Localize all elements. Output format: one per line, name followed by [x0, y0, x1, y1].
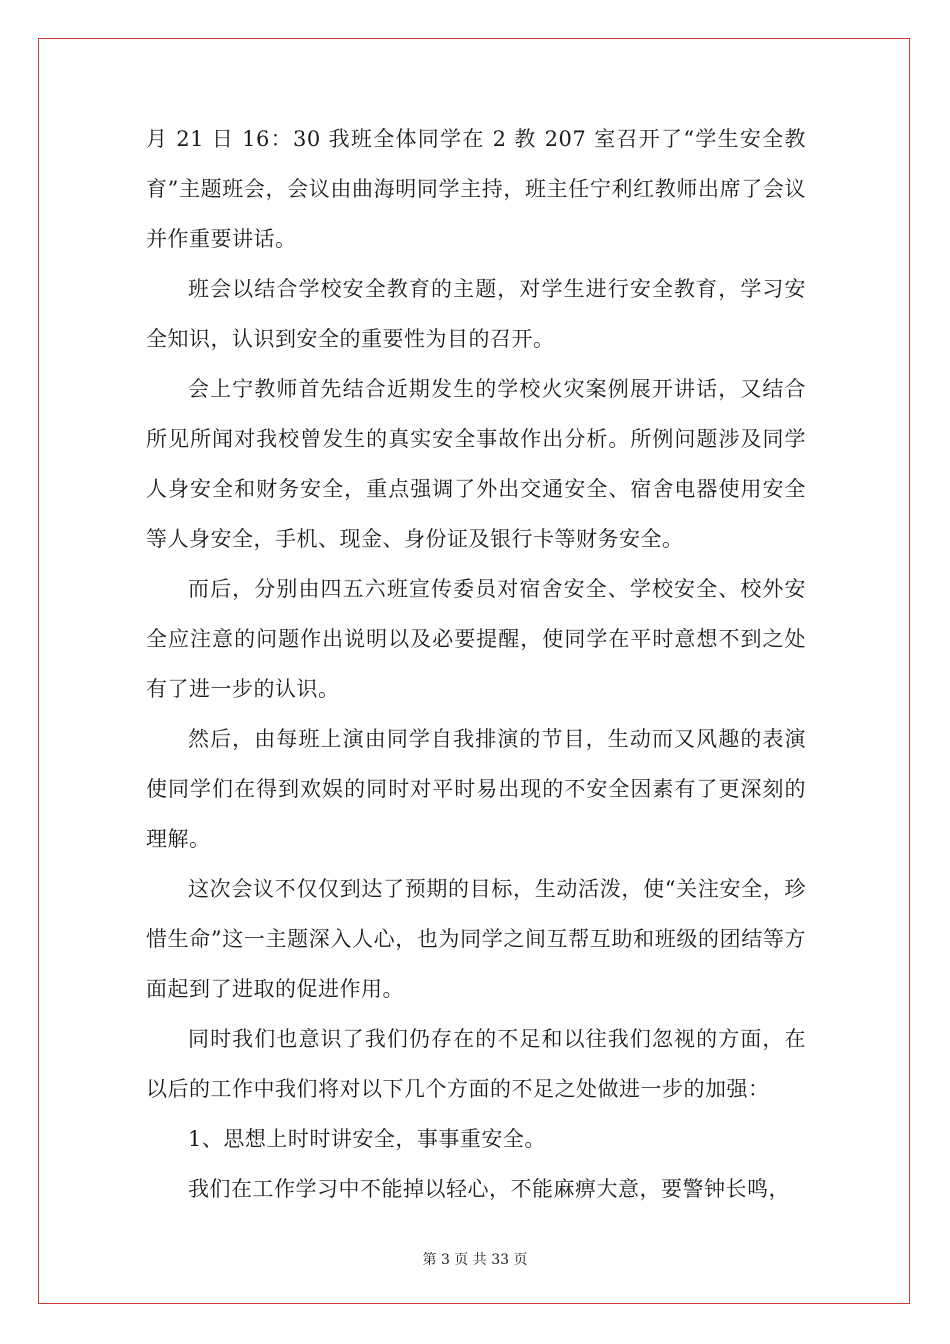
paragraph-4: 而后，分别由四五六班宣传委员对宿舍安全、学校安全、校外安全应注意的问题作出说明以及必要提醒，使同学在平时意想不到之处有了进一步的认识。: [146, 577, 806, 701]
paragraph-6: 这次会议不仅仅到达了预期的目标，生动活泼，使“关注安全，珍惜生命”这一主题深入人心，也为同学之间互帮互助和班级的团结等方面起到了进取的促进作用。: [146, 877, 806, 1001]
paragraph-1: 月 21 日 16：30 我班全体同学在 2 教 207 室召开了“学生安全教育”主题班会，会议由曲海明同学主持，班主任宁利红教师出席了会议并作重要讲话。: [146, 127, 806, 251]
paragraph-2: 班会以结合学校安全教育的主题，对学生进行安全教育，学习安全知识，认识到安全的重要性为目的召开。: [146, 277, 806, 351]
page-number-footer: 第 3 页 共 33 页: [422, 1252, 528, 1268]
paragraph-8: 我们在工作学习中不能掉以轻心，不能麻痹大意，要警钟长鸣，: [188, 1177, 790, 1201]
document-body: [146, 114, 806, 1214]
paragraph-5: 然后，由每班上演由同学自我排演的节目，生动而又风趣的表演使同学们在得到欢娱的同时对平时易出现的不安全因素有了更深刻的理解。: [146, 727, 806, 851]
paragraph-7: 同时我们也意识了我们仍存在的不足和以往我们忽视的方面，在以后的工作中我们将对以下几个方面的不足之处做进一步的加强：: [146, 1027, 806, 1101]
paragraph-3: 会上宁教师首先结合近期发生的学校火灾案例展开讲话，又结合所见所闻对我校曾发生的真实安全事故作出分析。所例问题涉及同学人身安全和财务安全，重点强调了外出交通安全、宿舍电器使用安全等人身安全，手机、现金、身份证及银行卡等财务安全。: [146, 377, 806, 551]
list-item-1: 1、思想上时时讲安全，事事重安全。: [188, 1127, 546, 1151]
